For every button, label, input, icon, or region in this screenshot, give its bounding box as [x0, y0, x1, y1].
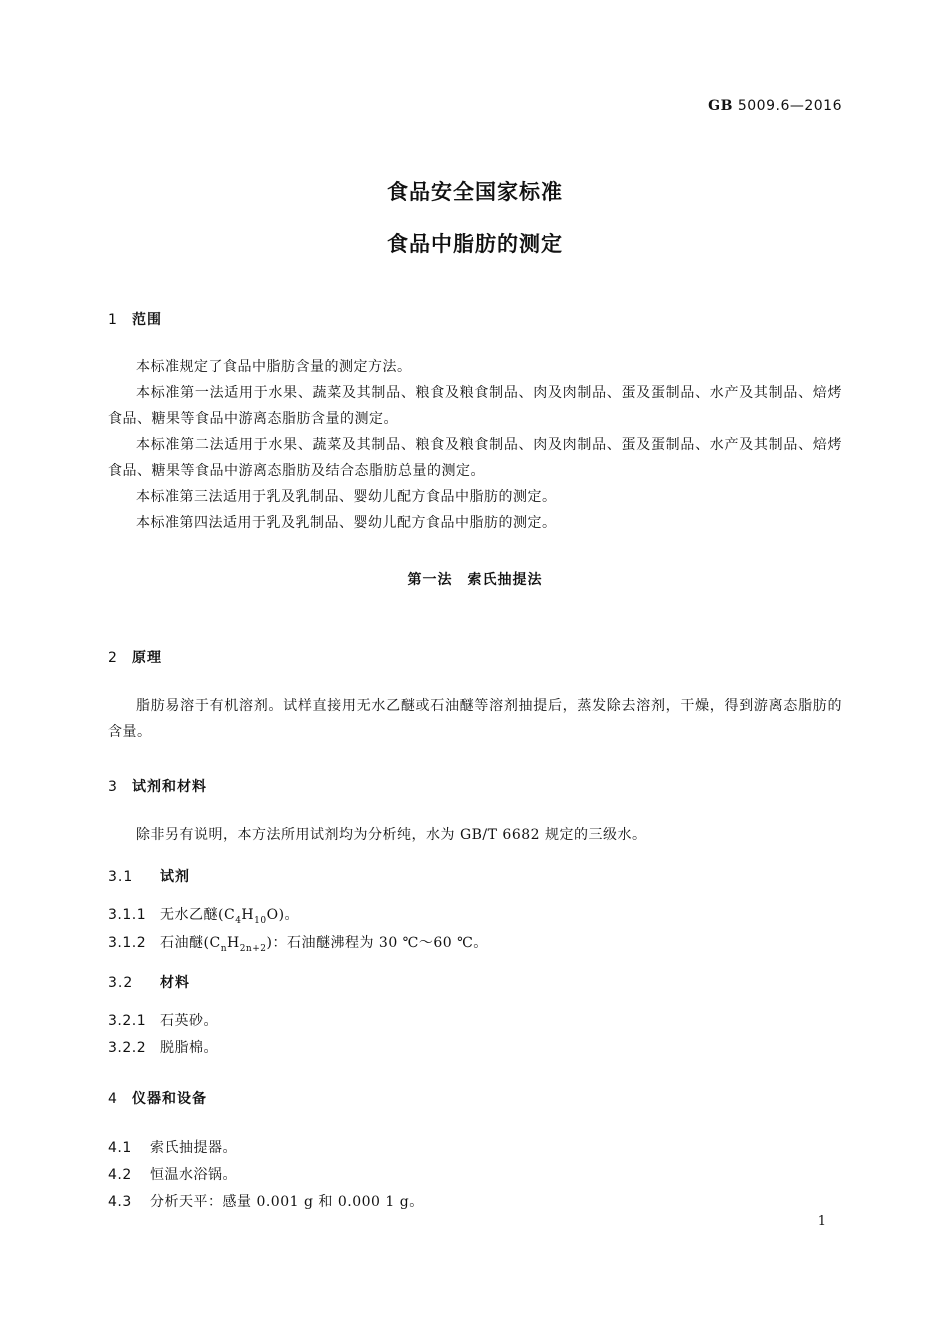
method-1-title: 第一法 索氏抽提法 — [407, 572, 543, 588]
section-1-heading: 1 范围 — [108, 312, 162, 328]
section-3-para-1: 除非另有说明，本方法所用试剂均为分析纯，水为 GB/T 6682 规定的三级水。 — [136, 827, 647, 843]
item-4-1: 4.1 索氏抽提器。 — [108, 1140, 237, 1156]
item-4-2: 4.2 恒温水浴锅。 — [108, 1167, 237, 1183]
document-title-line2: 食品中脂肪的测定 — [387, 232, 563, 256]
item-3-1-1: 3.1.1 无水乙醚$(C_4H_{10}O)$。 — [108, 907, 300, 926]
standard-code: GB 5009.6—2016 — [708, 98, 842, 114]
section-1-para-3: 本标准第二法适用于水果、蔬菜及其制品、粮食及粮食制品、肉及肉制品、蛋及蛋制品、水产及其制品、焙烤食品、糖果等食品中游离态脂肪及结合态脂肪总量的测定。 — [108, 437, 842, 479]
item-4-3: 4.3 分析天平：感量 0.001 g 和 0.000 1 g。 — [108, 1194, 424, 1210]
section-1-para-5: 本标准第四法适用于乳及乳制品、婴幼儿配方食品中脂肪的测定。 — [136, 515, 557, 531]
item-3-2-2: 3.2.2 脱脂棉。 — [108, 1040, 218, 1056]
section-3-2-heading: 3.2 材料 — [108, 975, 190, 991]
section-1-para-2: 本标准第一法适用于水果、蔬菜及其制品、粮食及粮食制品、肉及肉制品、蛋及蛋制品、水产及其制品、焙烤食品、糖果等食品中游离态脂肪含量的测定。 — [108, 385, 842, 427]
page-number: 1 — [817, 1214, 826, 1229]
section-1-para-1: 本标准规定了食品中脂肪含量的测定方法。 — [136, 359, 412, 375]
section-4-heading: 4 仪器和设备 — [108, 1091, 207, 1107]
section-2-para-1: 脂肪易溶于有机溶剂。试样直接用无水乙醚或石油醚等溶剂抽提后，蒸发除去溶剂，干燥，得到游离态脂肪的含量。 — [108, 698, 842, 740]
item-3-1-2: 3.1.2 石油醚$(C_nH_{2n+2})$：石油醚沸程为 30 ℃～60 ℃。 — [108, 935, 488, 954]
document-title-line1: 食品安全国家标准 — [387, 180, 563, 204]
item-3-2-1: 3.2.1 石英砂。 — [108, 1013, 218, 1029]
section-3-heading: 3 试剂和材料 — [108, 779, 207, 795]
section-1-para-4: 本标准第三法适用于乳及乳制品、婴幼儿配方食品中脂肪的测定。 — [136, 489, 557, 505]
section-3-1-heading: 3.1 试剂 — [108, 869, 190, 885]
section-2-heading: 2 原理 — [108, 650, 162, 666]
